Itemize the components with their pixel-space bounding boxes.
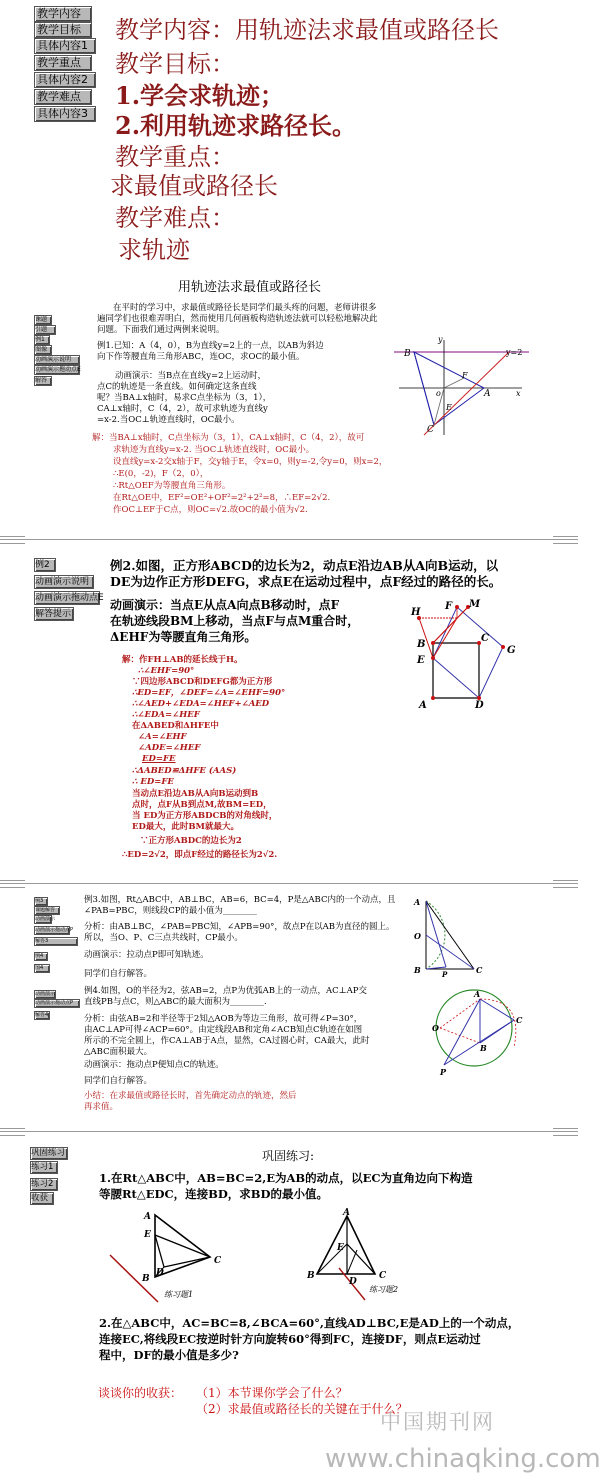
fig4-label-o: O <box>432 1023 439 1033</box>
solution1-line-5: ∴Rt△OEF为等腰直角三角形。 <box>113 481 231 491</box>
fig2-label-c: C <box>481 633 489 644</box>
btn-anim-drag-e-2[interactable]: 动画演示拖动点E <box>35 593 104 603</box>
btn-lead[interactable]: 引题 <box>34 325 56 335</box>
fig3-label-b: B <box>414 965 421 975</box>
demo2-line-3: ΔEHF为等腰直角三角形。 <box>110 630 257 644</box>
fig4-label-p: P <box>440 1067 447 1077</box>
fig4-label-a: A <box>474 989 481 999</box>
fig1-label-b: B <box>404 349 411 359</box>
demo4: 动画演示：拖动点P便知点C的轨迹。 <box>84 1060 224 1070</box>
an4-line-4: △ABC面积最大。 <box>84 1047 153 1057</box>
example2-line-1: 例2.如图，正方形ABCD的边长为2，动点E沿边AB从A向B运动，以 <box>110 558 499 573</box>
example1-line-2: 向下作等腰直角三角形ABC，连OC，求OC的最小值。 <box>97 352 305 362</box>
fig2-label-g: G <box>507 645 516 656</box>
divider-3-left <box>0 1128 25 1136</box>
sol2-line-17: ∵正方形ABDC的边长为2 <box>140 836 242 846</box>
fig1-label-c: C <box>427 425 434 435</box>
fig2-label-d: D <box>475 700 484 711</box>
btn-answer[interactable]: 解答 <box>34 376 52 386</box>
q1-line-1: 1.在Rt△ABC中，AB=BC=2,E为AB的动点，以EC为直角边向下构造 <box>99 1171 473 1185</box>
solution1-line-7: 作OC⊥EF于C点，则OC=√2.故OC的最小值为√2. <box>113 505 308 515</box>
solution1-line-2: 求轨迹为直线y=x-2. 当OC⊥轨迹直线时，OC最小。 <box>113 445 315 455</box>
summary-line-1: 小结：在求最值或路径长时，首先确定动点的轨迹，然后 <box>84 1091 297 1101</box>
sol2-line-9: ∠ADE=∠HEF <box>138 743 201 753</box>
self4: 同学们自行解答。 <box>84 1076 153 1086</box>
divider-3 <box>0 1131 578 1133</box>
intro-line-2: 遍同学们也很难弄明白，然而使用几何画板构造轨迹法就可以轻松地解决此 <box>97 314 378 324</box>
sol2-line-1: 解：作FH⊥AB的延长线于H。 <box>122 655 243 665</box>
pfig2-label-a: A <box>343 1208 350 1218</box>
example2-line-2: DE为边作正方形DEFG，求点E在运动过程中，点F经过的路径的长。 <box>110 574 502 589</box>
btn-answer-4[interactable]: 解答4 <box>35 1012 49 1018</box>
ex4-line-2: 直线PB与点C，则△ABC的最大面积为________. <box>84 997 267 1007</box>
difficulty-heading: 教学难点： <box>115 204 235 232</box>
q2-line-2: 连接EC,将线段EC按逆时针方向旋转60°得到FC，连接DF，则点E运动过 <box>99 1332 481 1346</box>
intro-line-3: 问题。下面我们通过两例来说明。 <box>97 325 225 335</box>
pfig1-label-c: C <box>214 1256 222 1266</box>
demo1-line-1: 动画演示：当B点在直线y=2上运动时， <box>115 371 267 381</box>
pfig1-label-d: D <box>156 1268 164 1278</box>
divider-1-left <box>0 536 25 544</box>
pfig1-label-a: A <box>144 1212 151 1222</box>
figure-example2 <box>405 595 530 710</box>
figure-practice1 <box>100 1207 240 1307</box>
btn-detail-3[interactable]: 具体内容3 <box>34 106 96 122</box>
sol2-line-12: ∴ ED=FE <box>132 777 174 787</box>
btn-key-point[interactable]: 教学重点 <box>34 55 92 71</box>
fig3-label-a: A <box>414 897 421 907</box>
pfig2-label-c: C <box>379 1271 387 1281</box>
sol2-line-14: 点时，点F从B到点M,故BM=ED， <box>132 800 272 810</box>
btn-ex4[interactable]: 例4 <box>34 952 48 961</box>
demo1-line-2: 点C的轨迹是一条直线。如何确定这条直线 <box>97 382 257 392</box>
solution1-line-1: 解：当BA⊥x轴时，C点坐标为（3，1），CA⊥x轴时，C（4，2），故可 <box>92 433 365 443</box>
pfig1-caption: 练习题1 <box>164 1290 194 1299</box>
figure-practice2 <box>305 1210 425 1305</box>
pfig2-label-e: E <box>337 1243 344 1253</box>
solution1-line-6: 在Rt△OE中，EF²=OE²+OF²=2²+2²=8，∴EF=2√2. <box>113 493 331 503</box>
ex3-line-2: ∠PAB=PBC，则线段CP的最小值为________ <box>84 906 257 916</box>
btn-example1[interactable]: 例1 <box>34 335 50 345</box>
goal-item-1: 1.学会求轨迹； <box>115 81 285 110</box>
fig2-label-m: M <box>469 599 481 610</box>
btn-anim-drag-e[interactable]: 动画演示拖动点E <box>35 366 81 373</box>
fig3-label-p: P <box>442 970 448 979</box>
figure-example1 <box>394 330 534 440</box>
goal-heading: 教学目标： <box>115 50 235 78</box>
demo1-line-3: 呢？当BA⊥x轴时，易求C点坐标为（3，1）， <box>97 393 272 403</box>
btn-answer-3[interactable]: 解答3 <box>34 937 78 946</box>
demo1-line-4: CA⊥x轴时，C（4，2），故可求轨迹为直线y <box>97 404 268 414</box>
divider-2 <box>0 883 578 885</box>
q2-line-3: 程中，DF的最小值是多少? <box>99 1348 239 1362</box>
key-heading: 教学重点： <box>115 143 235 171</box>
fig3-label-c: C <box>476 965 483 975</box>
sol2-line-5: ∴∠AED+∠EDA=∠HEF+∠AED <box>132 699 270 709</box>
content-heading: 教学内容：用轨迹法求最值或路径长 <box>115 16 499 44</box>
sol2-line-13: 当动点E沿边AB从A向B运动到B <box>132 789 259 799</box>
fig4-label-b: B <box>480 1043 487 1053</box>
sol2-line-2: ∴∠EHF=90° <box>138 666 195 676</box>
demo2-line-1: 动画演示：当点E从点A向点B移动时，点F <box>110 598 340 612</box>
btn-anim-desc-2[interactable]: 动画演示说明 <box>34 575 94 589</box>
fig1-label-f: F <box>462 371 468 380</box>
sol2-line-15: 当 ED为正方形ABDCB的对角线时， <box>132 811 278 821</box>
sol2-line-11: ∴ΔABED≌ΔHFE (AAS) <box>132 766 237 776</box>
fig1-label-e: E <box>446 403 452 412</box>
fig4-label-c: C <box>516 1015 523 1025</box>
btn-teaching-goal[interactable]: 教学目标 <box>34 22 92 38</box>
sol2-line-7: 在ΔABED和ΔHFE中 <box>132 721 219 731</box>
fig2-label-f: F <box>445 601 453 612</box>
btn-practice-1[interactable]: 练习1 <box>30 1161 58 1174</box>
btn-anim-drag-p-3[interactable]: 动画演示拖动点P <box>35 927 74 933</box>
fig2-label-h: H <box>411 607 421 618</box>
btn-teaching-content[interactable]: 教学内容 <box>34 6 92 22</box>
fig1-label-a: A <box>484 389 491 399</box>
ex4-line-1: 例4.如图，O的半径为2，弦AB=2，点P为优弧AB上的一动点，AC⊥AP交 <box>84 986 368 996</box>
harvest-label: 谈谈你的收获： <box>98 1386 183 1400</box>
figure-example3 <box>410 893 490 977</box>
an3-line-2: 所以，当O、P、C三点共线时，CP最小。 <box>84 933 243 943</box>
watermark-url: www.chinaqking.com <box>325 1444 601 1474</box>
btn-ex3[interactable]: 例3 <box>34 897 48 906</box>
btn-anim-4[interactable]: 动画演示 <box>35 991 56 997</box>
example1-line-1: 例1.已知：A（4，0），B为直线y=2上的一点，以AB为斜边 <box>97 341 324 351</box>
practice-title: 巩固练习: <box>262 1149 315 1163</box>
sol2-line-18: ∴ED=2√2，即点F经过的路径长为2√2. <box>122 850 278 860</box>
sol2-line-10: ED=FE <box>142 754 176 764</box>
harvest-q1: （1）本节课你学会了什么？ <box>196 1386 348 1400</box>
btn-harvest[interactable]: 收获 <box>30 1192 54 1205</box>
fig2-label-b: B <box>417 639 426 650</box>
sol2-line-4: ∴ED=EF，∠DEF=∠A=∠EHF=90° <box>132 688 286 698</box>
goal-item-2: 2.利用轨迹求路径长。 <box>115 111 357 140</box>
divider-1-right <box>553 536 578 544</box>
fig1-label-x: x <box>516 389 521 398</box>
summary-line-2: 再求值。 <box>84 1102 119 1112</box>
intro-line-1: 在平时的学习中，求最值或路径长是同学们最头疼的问题，老师讲很多 <box>113 303 377 313</box>
figure-example4 <box>430 987 530 1077</box>
btn-fig4[interactable]: 图4 <box>34 964 50 973</box>
divider-2-left <box>0 880 25 888</box>
slide2-title: 用轨迹法求最值或路径长 <box>178 280 322 295</box>
btn-answer-hint[interactable]: 解答提示 <box>34 607 74 621</box>
fig2-label-a: A <box>419 700 427 711</box>
sol2-line-8: ∠A=∠EHF <box>138 732 187 742</box>
btn-difficulty[interactable]: 教学难点 <box>34 89 92 105</box>
fig1-label-y: y <box>438 335 443 344</box>
an4-line-2: 由AC⊥AP可得∠ACP=60°。由定线段AB和定角∠ACB知点C轨迹在如图 <box>84 1025 363 1035</box>
fig1-label-y2: y=2 <box>506 348 523 357</box>
sol2-line-3: ∵四边形ABCD和DEFG都为正方形 <box>132 677 273 687</box>
an4-line-3: 所示的不完全圆上，作CA⊥AB于A点，显然，CA过圆心时，CA最大，此时 <box>84 1036 370 1046</box>
solution1-line-4: ∴E(0，-2)，F（2，0）， <box>113 469 209 479</box>
demo3: 动画演示：拉动点P即可知轨迹。 <box>84 950 209 960</box>
difficulty-text: 求轨迹 <box>118 236 190 264</box>
divider-1 <box>0 539 578 541</box>
pfig1-label-e: E <box>144 1230 151 1240</box>
btn-anim-desc[interactable]: 动画演示说明 <box>34 355 80 365</box>
key-text: 求最值或路径长 <box>110 172 278 200</box>
btn-detail-1[interactable]: 具体内容1 <box>34 38 96 54</box>
btn-practice[interactable]: 巩固练习 <box>30 1147 68 1160</box>
q2-line-1: 2.在△ABC中，AC=BC=8,∠BCA=60°,直线AD⊥BC,E是AD上的一个动点， <box>99 1316 520 1330</box>
pfig2-label-d: D <box>349 1277 357 1287</box>
pfig1-label-b: B <box>142 1274 150 1284</box>
divider-2-right <box>553 880 578 888</box>
harvest-q2: （2）求最值或路径长的关键在于什么？ <box>196 1402 408 1416</box>
demo2-line-2: 在轨迹线段BM上移动，当点F与点M重合时， <box>110 614 360 628</box>
pfig2-label-b: B <box>307 1271 315 1281</box>
self3: 同学们自行解答。 <box>84 969 153 979</box>
fig2-label-e: E <box>417 655 425 666</box>
fig3-label-o: O <box>414 931 421 941</box>
sol2-line-16: ED最大，此时BM就最大。 <box>132 822 239 832</box>
sol2-line-6: ∴∠EDA=∠HEF <box>132 710 200 720</box>
q1-line-2: 等腰Rt△EDC，连接BD，求BD的最小值。 <box>99 1187 328 1201</box>
btn-topic[interactable]: 课题 <box>34 315 52 325</box>
btn-practice-2[interactable]: 练习2 <box>30 1178 58 1191</box>
divider-3-right <box>553 1128 578 1136</box>
watermark-cn: 中国期刊网 <box>380 1410 495 1434</box>
btn-topic-answer[interactable]: 课题解答 <box>34 906 60 915</box>
btn-anim-3[interactable]: 动画演示 <box>35 916 56 922</box>
an3-line-1: 分析：由AB⊥BC，∠PAB=PBC知，∠APB=90°，故点P在以AB为直径的圆上。 <box>84 922 395 932</box>
ex3-line-1: 例3.如图，Rt△ABC中，AB⊥BC，AB=6，BC=4，P是△ABC内的一个动点，且 <box>84 895 396 905</box>
pfig2-caption: 练习题2 <box>369 1285 399 1294</box>
btn-detail-2[interactable]: 具体内容2 <box>34 72 96 88</box>
an4-line-1: 分析：由弦AB=2和半径等于2知△AOB为等边三角形，故可得∠P=30°， <box>84 1014 363 1024</box>
demo1-line-5: =x-2.当OC⊥轨迹直线时，OC最小。 <box>97 415 240 425</box>
btn-anim-drag-p-4[interactable]: 动画演示拖动点P <box>34 999 80 1008</box>
btn-example2[interactable]: 例2 <box>34 558 56 572</box>
solution1-line-3: 设直线y=x-2交x轴于F，交y轴于E，令x=0，则y=-2,令y=0，则x=2， <box>113 457 388 467</box>
btn-graph[interactable]: 图像 <box>34 345 52 355</box>
fig1-label-o: o <box>436 389 441 398</box>
